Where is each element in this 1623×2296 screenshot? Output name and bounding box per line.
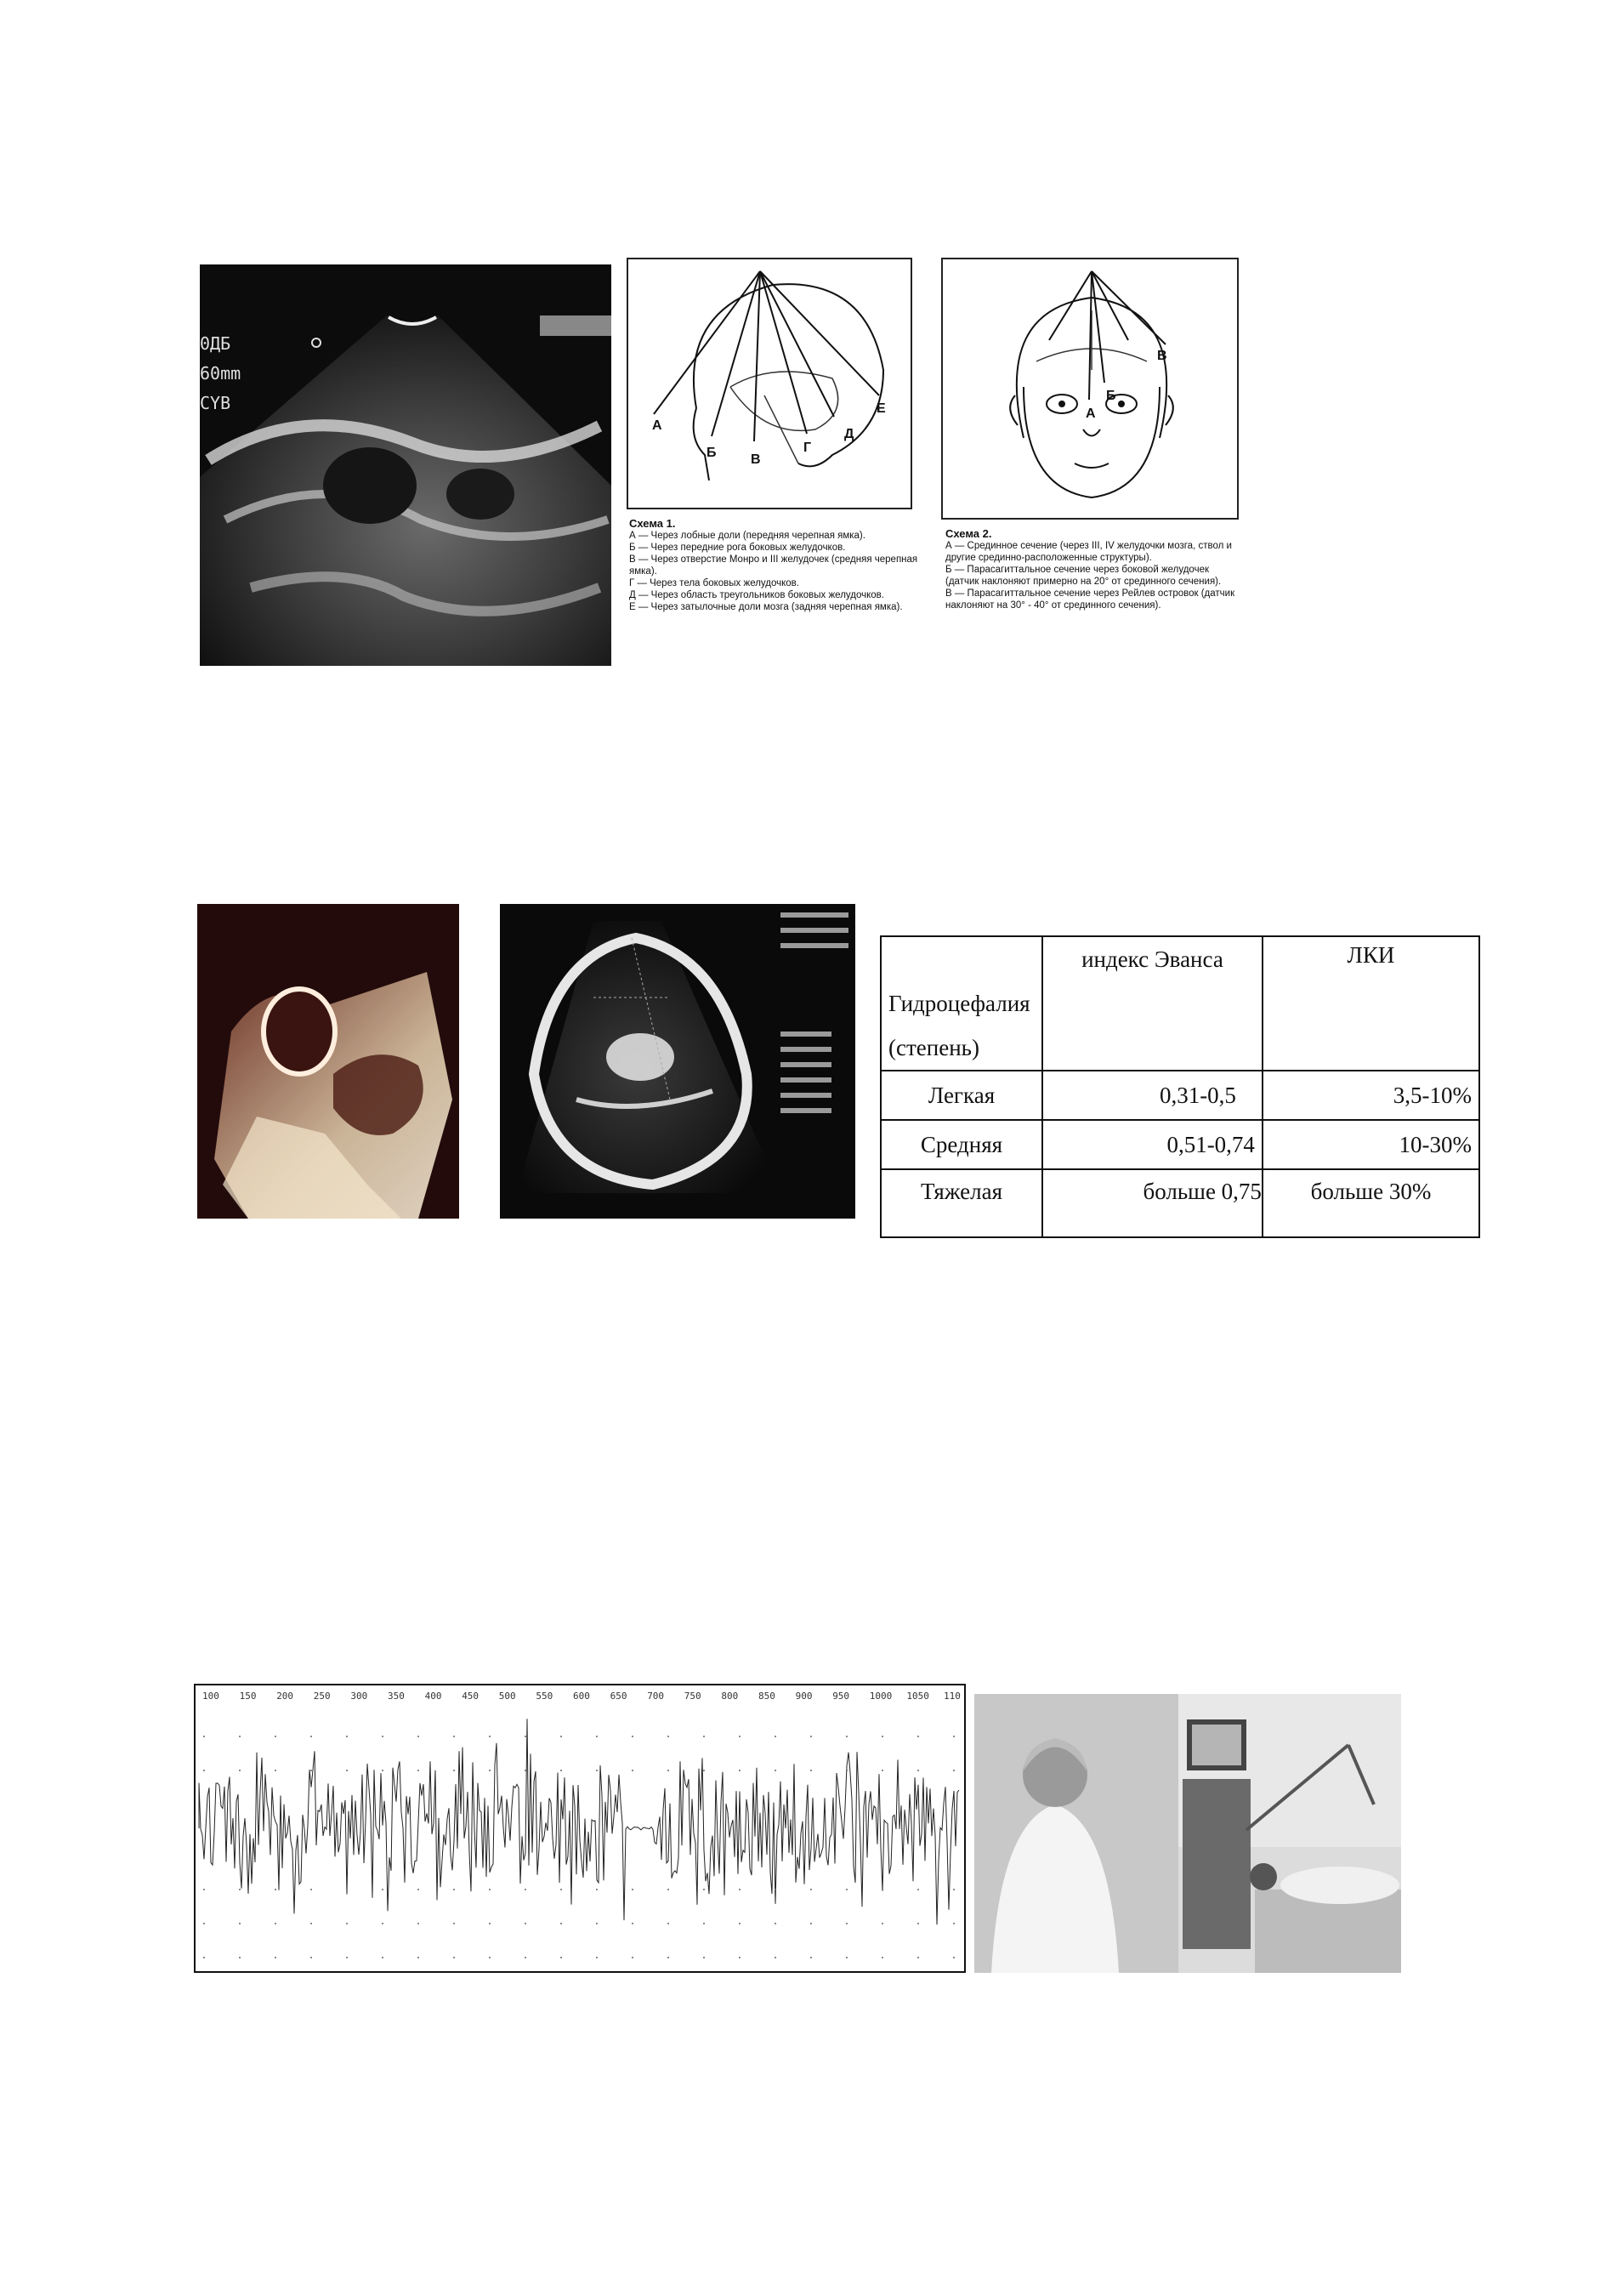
eeg-grid-dot — [739, 1889, 741, 1890]
eeg-grid-dot — [489, 1736, 491, 1737]
schema1-letter-b: Б — [707, 446, 717, 460]
eeg-tick-label: 650 — [610, 1691, 627, 1702]
header-evans-index: индекс Эванса — [1081, 946, 1223, 972]
eeg-grid-dot — [310, 1736, 312, 1737]
schema-2-title: Схема 2. — [945, 527, 992, 540]
eeg-grid-dot — [489, 1770, 491, 1771]
eeg-waveform — [196, 1685, 964, 1971]
schema-2-line-b: Б — Парасагиттальное сечение через боковой желудочек (датчик наклоняют примерно на 20° от срединного сечения). — [945, 565, 1222, 587]
eeg-tick-label: 150 — [239, 1691, 257, 1702]
eeg-grid-dot — [917, 1923, 919, 1924]
eeg-grid-dot — [846, 1889, 848, 1890]
eeg-grid-dot — [203, 1957, 205, 1958]
schema-1-line-d: Д — Через область треугольников боковых желудочков. — [629, 590, 884, 600]
eeg-grid-dot — [239, 1957, 241, 1958]
eeg-grid-dot — [846, 1770, 848, 1771]
eeg-grid-dot — [560, 1957, 562, 1958]
eeg-tick-label: 450 — [462, 1691, 480, 1702]
eeg-grid-dot — [917, 1889, 919, 1890]
eeg-grid-dot — [453, 1923, 455, 1924]
eeg-grid-dot — [275, 1957, 276, 1958]
baby-face-drawing — [943, 259, 1237, 518]
eeg-grid-dot — [310, 1770, 312, 1771]
eeg-grid-dot — [917, 1770, 919, 1771]
eeg-grid-dot — [346, 1770, 348, 1771]
schema1-letter-a: А — [652, 418, 662, 433]
eeg-grid-dot — [275, 1923, 276, 1924]
eeg-tick-label: 900 — [795, 1691, 813, 1702]
eeg-grid-dot — [382, 1736, 383, 1737]
eeg-grid-dot — [739, 1736, 741, 1737]
eeg-grid-dot — [739, 1770, 741, 1771]
eeg-grid-dot — [596, 1770, 598, 1771]
eeg-grid-dot — [953, 1957, 955, 1958]
eeg-grid-dot — [775, 1770, 776, 1771]
table-cell: Средняя — [881, 1120, 1042, 1169]
eeg-grid-dot — [596, 1736, 598, 1737]
eeg-grid-dot — [810, 1957, 812, 1958]
eeg-grid-dot — [632, 1889, 633, 1890]
overlay-text-3: CYB — [200, 393, 231, 413]
eeg-grid-dot — [703, 1889, 705, 1890]
eeg-grid-dot — [953, 1889, 955, 1890]
eeg-grid-dot — [382, 1923, 383, 1924]
eeg-grid-dot — [953, 1736, 955, 1737]
eeg-grid-dot — [417, 1736, 419, 1737]
eeg-grid-dot — [310, 1889, 312, 1890]
table-cell: 0,51-0,74 — [1042, 1120, 1263, 1169]
eeg-grid-dot — [346, 1957, 348, 1958]
schema-2-caption — [945, 527, 1243, 611]
eeg-grid-dot — [239, 1770, 241, 1771]
eeg-grid-dot — [310, 1923, 312, 1924]
eeg-tick-label: 700 — [647, 1691, 665, 1702]
schema2-letter-b: Б — [1106, 389, 1116, 403]
eeg-grid-dot — [489, 1923, 491, 1924]
eeg-grid-dot — [560, 1889, 562, 1890]
eeg-grid-dot — [275, 1770, 276, 1771]
eeg-grid-dot — [417, 1770, 419, 1771]
eeg-grid-dot — [846, 1957, 848, 1958]
eeg-grid-dot — [632, 1957, 633, 1958]
eeg-grid-dot — [775, 1957, 776, 1958]
schema-2-diagram — [941, 258, 1239, 520]
eeg-tick-label: 200 — [276, 1691, 294, 1702]
eeg-tick-label: 1050 — [906, 1691, 929, 1702]
table-header-lki — [1263, 936, 1479, 1071]
eeg-grid-dot — [882, 1736, 883, 1737]
eeg-session-photo — [974, 1694, 1401, 1973]
eeg-grid-dot — [703, 1770, 705, 1771]
overlay-text-1: 0ДБ — [200, 333, 231, 354]
overlay-text-2: 60mm — [200, 363, 241, 384]
eeg-grid-dot — [953, 1770, 955, 1771]
eeg-grid-dot — [346, 1889, 348, 1890]
eeg-grid-dot — [417, 1923, 419, 1924]
schema-1-line-a: А — Через лобные доли (передняя черепная ямка). — [629, 531, 865, 541]
eeg-grid-dot — [846, 1736, 848, 1737]
eeg-grid-dot — [489, 1889, 491, 1890]
schema-1-caption — [629, 517, 918, 613]
eeg-grid-dot — [417, 1889, 419, 1890]
eeg-grid-dot — [810, 1889, 812, 1890]
eeg-grid-dot — [739, 1957, 741, 1958]
eeg-grid-dot — [525, 1889, 526, 1890]
eeg-grid-dot — [703, 1923, 705, 1924]
header-lki: ЛКИ — [1347, 942, 1395, 968]
eeg-grid-dot — [882, 1923, 883, 1924]
schema1-letter-g: Г — [803, 440, 812, 455]
schema2-letter-v: В — [1157, 349, 1167, 363]
eeg-grid-dot — [382, 1957, 383, 1958]
head-profile-drawing — [628, 259, 911, 508]
eeg-grid-dot — [632, 1770, 633, 1771]
table-cell: больше 30% — [1263, 1169, 1479, 1237]
eeg-tick-label: 250 — [313, 1691, 331, 1702]
eeg-grid-dot — [775, 1736, 776, 1737]
schema1-letter-d: Д — [844, 427, 854, 441]
table-cell: 10-30% — [1263, 1120, 1479, 1169]
eeg-grid-dot — [775, 1923, 776, 1924]
eeg-grid-dot — [667, 1736, 669, 1737]
eeg-grid-dot — [882, 1889, 883, 1890]
eeg-grid-dot — [239, 1889, 241, 1890]
eeg-grid-dot — [239, 1923, 241, 1924]
schema-1-line-e: Е — Через затылочные доли мозга (задняя черепная ямка). — [629, 602, 903, 612]
eeg-tick-label: 950 — [832, 1691, 850, 1702]
eeg-grid-dot — [917, 1957, 919, 1958]
eeg-grid-dot — [882, 1957, 883, 1958]
eeg-tick-label: 100 — [202, 1691, 219, 1702]
eeg-tick-label: 1000 — [869, 1691, 893, 1702]
eeg-grid-dot — [560, 1736, 562, 1737]
eeg-grid-dot — [775, 1889, 776, 1890]
eeg-tick-label: 550 — [536, 1691, 553, 1702]
eeg-grid-dot — [310, 1957, 312, 1958]
eeg-grid-dot — [667, 1889, 669, 1890]
eeg-grid-dot — [703, 1736, 705, 1737]
eeg-grid-dot — [560, 1770, 562, 1771]
eeg-grid-dot — [453, 1770, 455, 1771]
ultrasound-image-axial — [500, 904, 855, 1219]
hydrocephalus-table — [880, 935, 1480, 1238]
eeg-trace — [194, 1684, 966, 1973]
eeg-grid-dot — [275, 1736, 276, 1737]
eeg-grid-dot — [846, 1923, 848, 1924]
schema1-letter-e: Е — [877, 401, 886, 416]
schema-1-line-g: Г — Через тела боковых желудочков. — [629, 578, 799, 588]
schema-1-title: Схема 1. — [629, 517, 676, 530]
eeg-grid-dot — [203, 1736, 205, 1737]
table-cell: 0,31-0,5 — [1042, 1071, 1263, 1120]
eeg-tick-label: 110 — [944, 1691, 961, 1702]
table-header-evans — [1042, 936, 1263, 1071]
eeg-grid-dot — [917, 1736, 919, 1737]
eeg-grid-dot — [525, 1770, 526, 1771]
eeg-grid-dot — [346, 1736, 348, 1737]
eeg-tick-label: 750 — [684, 1691, 701, 1702]
eeg-grid-dot — [632, 1923, 633, 1924]
eeg-grid-dot — [810, 1770, 812, 1771]
schema2-letter-a: А — [1086, 406, 1096, 421]
eeg-grid-dot — [667, 1770, 669, 1771]
eeg-grid-dot — [596, 1957, 598, 1958]
eeg-grid-dot — [560, 1923, 562, 1924]
eeg-grid-dot — [810, 1923, 812, 1924]
schema1-letter-v: В — [751, 452, 761, 467]
eeg-grid-dot — [810, 1736, 812, 1737]
eeg-tick-label: 400 — [424, 1691, 442, 1702]
schema-1-line-b: Б — Через передние рога боковых желудочков. — [629, 543, 846, 553]
eeg-grid-dot — [382, 1889, 383, 1890]
eeg-grid-dot — [203, 1923, 205, 1924]
eeg-grid-dot — [239, 1736, 241, 1737]
eeg-grid-dot — [489, 1957, 491, 1958]
eeg-grid-dot — [739, 1923, 741, 1924]
eeg-tick-label: 300 — [350, 1691, 368, 1702]
schema-1-diagram — [627, 258, 912, 509]
eeg-grid-dot — [525, 1923, 526, 1924]
table-cell: 3,5-10% — [1263, 1071, 1479, 1120]
eeg-grid-dot — [596, 1923, 598, 1924]
schema-2-line-v: В — Парасагиттальное сечение через Рейлев островок (датчик наклоняют на 30° - 40° от срединного сечения). — [945, 588, 1235, 611]
eeg-tick-label: 500 — [498, 1691, 516, 1702]
eeg-grid-dot — [453, 1957, 455, 1958]
eeg-grid-dot — [525, 1736, 526, 1737]
eeg-grid-dot — [346, 1923, 348, 1924]
table-cell: больше 0,75 — [1042, 1169, 1263, 1237]
eeg-tick-label: 600 — [573, 1691, 590, 1702]
eeg-grid-dot — [453, 1736, 455, 1737]
eeg-grid-dot — [203, 1770, 205, 1771]
eeg-grid-dot — [882, 1770, 883, 1771]
eeg-grid-dot — [667, 1923, 669, 1924]
eeg-grid-dot — [382, 1770, 383, 1771]
eeg-grid-dot — [203, 1889, 205, 1890]
schema-1-line-v: В — Через отверстие Монро и III желудочек (средняя черепная ямка). — [629, 554, 918, 577]
eeg-grid-dot — [953, 1923, 955, 1924]
eeg-tick-label: 350 — [388, 1691, 405, 1702]
table-header-degree — [881, 936, 1042, 1071]
ultrasound-image-sepia — [197, 904, 459, 1219]
eeg-grid-dot — [525, 1957, 526, 1958]
eeg-tick-label: 800 — [721, 1691, 739, 1702]
eeg-grid-dot — [275, 1889, 276, 1890]
eeg-tick-label: 850 — [758, 1691, 775, 1702]
schema-2-line-a: А — Срединное сечение (через III, IV желудочки мозга, ствол и другие срединно-расположенные структуры). — [945, 541, 1232, 563]
table-cell: Тяжелая — [881, 1169, 1042, 1237]
eeg-grid-dot — [417, 1957, 419, 1958]
header-hydrocephaly: Гидроцефалия (степень) — [888, 991, 1030, 1060]
eeg-signal-line — [199, 1719, 959, 1924]
eeg-grid-dot — [632, 1736, 633, 1737]
eeg-grid-dot — [703, 1957, 705, 1958]
eeg-grid-dot — [596, 1889, 598, 1890]
eeg-grid-dot — [667, 1957, 669, 1958]
ultrasound-image-sagittal — [200, 264, 611, 666]
eeg-grid-dot — [453, 1889, 455, 1890]
table-cell: Легкая — [881, 1071, 1042, 1120]
